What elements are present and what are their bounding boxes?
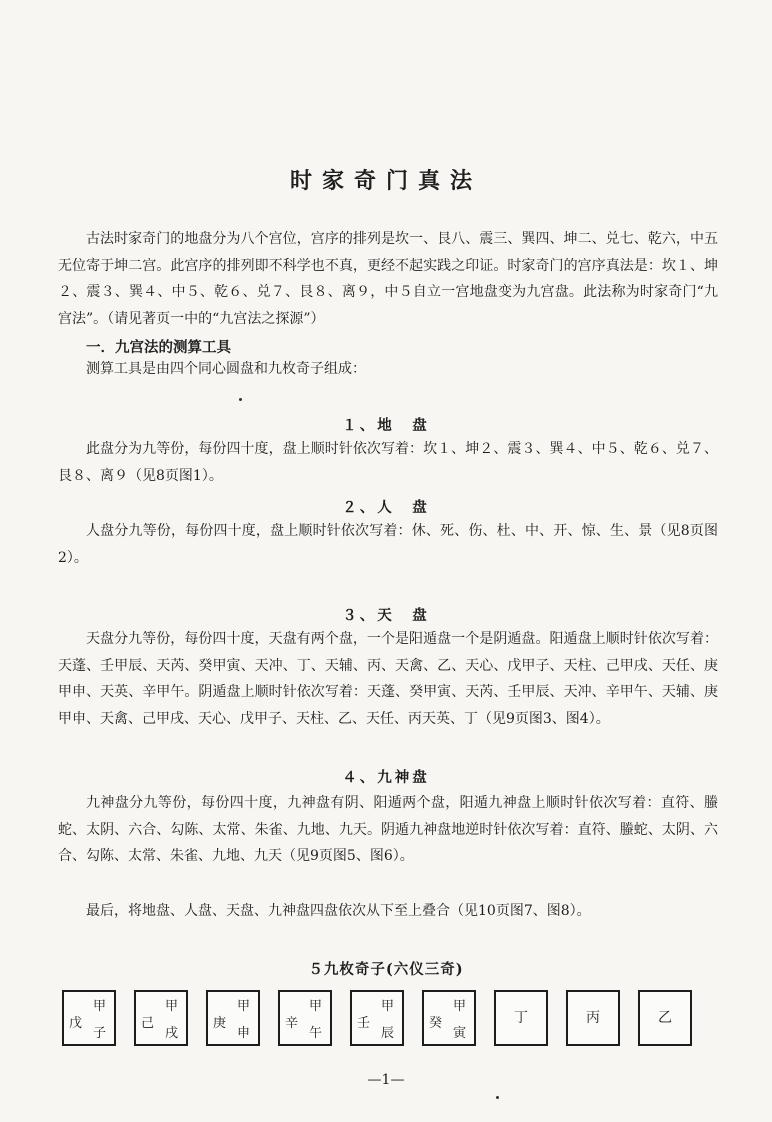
qizi-box <box>206 990 260 1046</box>
qizi-row <box>62 990 712 1052</box>
qizi-char: 子 <box>92 1026 106 1041</box>
di-pan-paragraph: 此盘分为九等份，每份四十度，盘上顺时针依次写着：坎１、坤２、震３、巽４、中５、乾６、兑７、艮８、离９（见8页图1）。 <box>58 441 718 484</box>
section-heading-tools: 一．九宫法的测算工具 <box>86 339 231 356</box>
qizi-char: 戊 <box>69 1016 83 1031</box>
qizi-box <box>278 990 332 1046</box>
heading-tian-pan: ３、天 盘 <box>342 607 430 624</box>
qizi-char: 壬 <box>357 1016 371 1031</box>
qizi-char: 乙 <box>658 1010 672 1026</box>
qizi-box <box>638 990 692 1046</box>
heading-qizi: ５九枚奇子(六仪三奇) <box>308 961 464 978</box>
page-number: —1— <box>367 1072 405 1088</box>
qizi-char: 丙 <box>586 1010 600 1026</box>
qizi-char: 寅 <box>452 1026 466 1041</box>
qizi-box <box>134 990 188 1046</box>
heading-di-pan: １、地 盘 <box>342 417 430 434</box>
qizi-char: 甲 <box>92 999 106 1014</box>
qizi-char: 辛 <box>285 1016 299 1031</box>
qizi-char: 甲 <box>308 999 322 1014</box>
qizi-box <box>494 990 548 1046</box>
qizi-char: 甲 <box>164 999 178 1014</box>
qizi-box <box>566 990 620 1046</box>
intro-paragraph: 古法时家奇门的地盘分为八个宫位，宫序的排列是坎一、艮八、震三、巽四、坤二、兑七、乾六，中五无位寄于坤二宫。此宫序的排列即不科学也不真，更经不起实践之印证。时家奇门的宫序真法是：坎１、坤２、震３、巽４、中５、乾６、兑７、艮８、离９，中５自立一宫地盘变为九宫盘。此法称为时家奇门“九宫法”。（请见著页一中的“九宫法之探源”） <box>58 231 718 327</box>
tian-pan-paragraph: 天盘分九等份，每份四十度，天盘有两个盘，一个是阳遁盘一个是阴遁盘。阳遁盘上顺时针依次写着：天蓬、壬甲辰、天芮、癸甲寅、天冲、丁、天辅、丙、天禽、乙、天心、戊甲子、天柱、己甲戌、天任、庚甲申、天英、辛甲午。阴遁盘上顺时针依次写着：天蓬、癸甲寅、天芮、壬甲辰、天冲、辛甲午、天辅、庚甲申、天禽、己甲戌、天心、戊甲子、天柱、乙、天任、丙天英、丁（见9页图3、图4）。 <box>58 631 718 727</box>
qizi-box <box>422 990 476 1046</box>
qizi-char: 癸 <box>429 1016 443 1031</box>
qizi-char: 己 <box>141 1016 155 1031</box>
page-title: 时家奇门真法 <box>289 168 482 194</box>
ren-pan-paragraph: 人盘分九等份，每份四十度，盘上顺时针依次写着：休、死、伤、杜、中、开、惊、生、景（见8页图2）。 <box>58 523 718 566</box>
qizi-char: 辰 <box>380 1026 394 1041</box>
qizi-char: 戌 <box>164 1026 178 1041</box>
tools-paragraph: 测算工具是由四个同心圆盘和九枚奇子组成： <box>86 361 366 377</box>
scan-speck <box>496 1096 499 1099</box>
qizi-char: 午 <box>308 1026 322 1041</box>
qizi-box <box>350 990 404 1046</box>
heading-ren-pan: ２、人 盘 <box>342 499 430 516</box>
qizi-char: 甲 <box>452 999 466 1014</box>
qizi-char: 甲 <box>236 999 250 1014</box>
final-paragraph: 最后，将地盘、人盘、天盘、九神盘四盘依次从下至上叠合（见10页图7、图8）。 <box>86 903 591 919</box>
scan-speck <box>239 398 242 401</box>
qizi-char: 甲 <box>380 999 394 1014</box>
jiushen-pan-paragraph: 九神盘分九等份，每份四十度，九神盘有阴、阳遁两个盘，阳遁九神盘上顺时针依次写着：直符、螣蛇、太阴、六合、勾陈、太常、朱雀、九地、九天。阴遁九神盘地逆时针依次写着：直符、螣蛇、太阴、六合、勾陈、太常、朱雀、九地、九天（见9页图5、图6）。 <box>58 795 718 864</box>
qizi-char: 丁 <box>514 1010 528 1026</box>
heading-jiushen-pan: ４、九神盘 <box>342 769 430 786</box>
qizi-char: 申 <box>236 1026 250 1041</box>
qizi-box <box>62 990 116 1046</box>
qizi-char: 庚 <box>213 1016 227 1031</box>
